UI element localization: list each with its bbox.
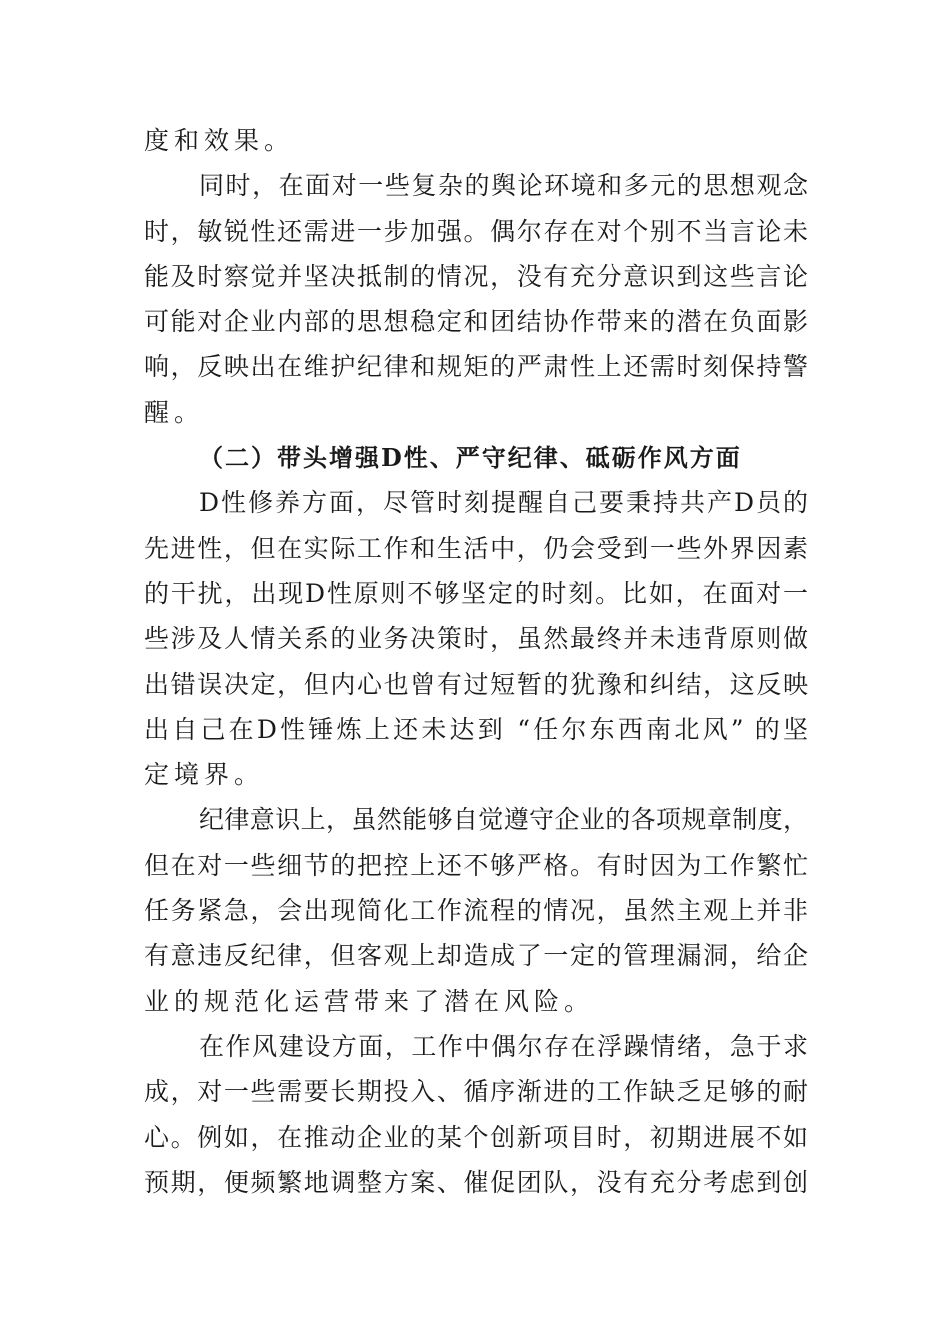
- paragraph-line: 有意违反纪律，但客观上却造成了一定的管理漏洞，给企: [144, 941, 808, 971]
- paragraph-line: 定境界。: [144, 760, 265, 790]
- paragraph-line: 业的规范化运营带来了潜在风险。: [144, 986, 595, 1016]
- paragraph-line: 度和效果。: [144, 126, 295, 155]
- paragraph-line: 纪律意识上，虽然能够自觉遵守企业的各项规章制度，: [199, 805, 808, 835]
- paragraph-line: 在作风建设方面，工作中偶尔存在浮躁情绪，急于求: [199, 1031, 808, 1061]
- section-heading: （二）带头增强D性、严守纪律、砥砺作风方面: [199, 443, 742, 473]
- paragraph-line: 能及时察觉并坚决抵制的情况，没有充分意识到这些言论: [144, 261, 808, 291]
- paragraph-line: 时，敏锐性还需进一步加强。偶尔存在对个别不当言论未: [144, 216, 808, 246]
- paragraph-line: 可能对企业内部的思想稳定和团结协作带来的潜在负面影: [144, 307, 808, 337]
- paragraph-line: 的干扰，出现D性原则不够坚定的时刻。比如，在面对一: [144, 578, 808, 608]
- paragraph-line: D性修养方面，尽管时刻提醒自己要秉持共产D员的: [199, 488, 808, 518]
- paragraph-line: 成，对一些需要长期投入、循序渐进的工作缺乏足够的耐: [144, 1077, 808, 1107]
- paragraph-line: 预期，便频繁地调整方案、催促团队，没有充分考虑到创: [144, 1167, 808, 1197]
- paragraph-line: 先进性，但在实际工作和生活中，仍会受到一些外界因素: [144, 533, 808, 563]
- paragraph-line: 响，反映出在维护纪律和规矩的严肃性上还需时刻保持警: [144, 352, 808, 382]
- paragraph-line: 醒。: [144, 397, 205, 427]
- document-body: [144, 118, 808, 1205]
- paragraph-line: 心。例如，在推动企业的某个创新项目时，初期进展不如: [144, 1122, 808, 1152]
- paragraph-line: 出错误决定，但内心也曾有过短暂的犹豫和纠结，这反映: [144, 669, 808, 699]
- paragraph-line: 但在对一些细节的把控上还不够严格。有时因为工作繁忙: [144, 850, 808, 880]
- paragraph-line: 同时，在面对一些复杂的舆论环境和多元的思想观念: [199, 171, 808, 201]
- paragraph-line: 任务紧急，会出现简化工作流程的情况，虽然主观上并非: [144, 896, 808, 926]
- paragraph-line: 些涉及人情关系的业务决策时，虽然最终并未违背原则做: [144, 624, 808, 654]
- paragraph-line: 出自己在D性锤炼上还未达到 “任尔东西南北风” 的坚: [144, 714, 808, 744]
